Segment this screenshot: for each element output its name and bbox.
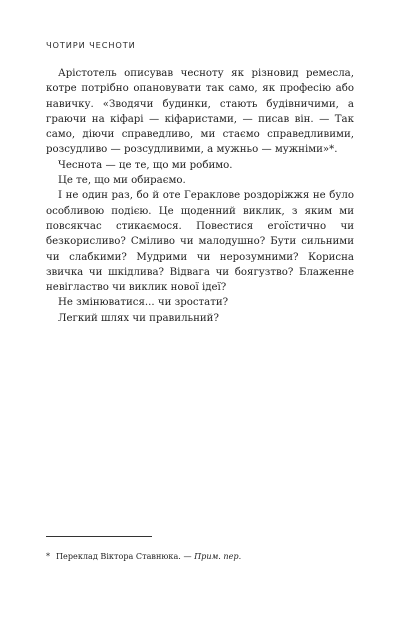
paragraph-easy-or-right: Легкий шлях чи правильний? bbox=[58, 312, 219, 324]
footnote-mark: * bbox=[46, 551, 51, 561]
paragraph-daily-challenge: І не один раз, бо й оте Гераклове роздоріжжя не було особливою подією. Це щоденний виклик, з яким ми повсякчас стикаємося. Повестися егоїстично чи безкорисливо? Сміливо чи малодушно? Бути сильними чи слабкими? Мудрими чи нерозумними? Корисна звичка чи шкідлива? Відвага чи боягузтво? Блаженне невігластво чи виклик нової ідеї? bbox=[46, 190, 354, 294]
footnote-note: Прим. пер. bbox=[194, 551, 242, 561]
paragraph-change-or-grow: Не змінюватися... чи зростати? bbox=[58, 297, 229, 309]
paragraph-virtue-is-choice: Це те, що ми обираємо. bbox=[58, 175, 186, 187]
paragraph-virtue-is-action: Чеснота — це те, що ми робимо. bbox=[58, 159, 233, 171]
footnote-text: Переклад Віктора Ставнюка. — bbox=[56, 551, 195, 561]
paragraph-aristotle: Арістотель описував чесноту як різновид ремесла, котре потрібно опановувати так само, як професію або навичку. «Зводячи будинки, стають будівничими, а граючи на кіфарі — кіфаристами, — писав він. — Так само, діючи справедливо, ми стаємо справедливими, розсудливо — розсудливими, а мужньо — мужніми»*. bbox=[46, 68, 354, 156]
footnote-divider bbox=[46, 536, 152, 537]
running-header: ЧОТИРИ ЧЕСНОТИ bbox=[46, 40, 136, 50]
footnote bbox=[46, 551, 354, 562]
main-text bbox=[46, 66, 354, 326]
